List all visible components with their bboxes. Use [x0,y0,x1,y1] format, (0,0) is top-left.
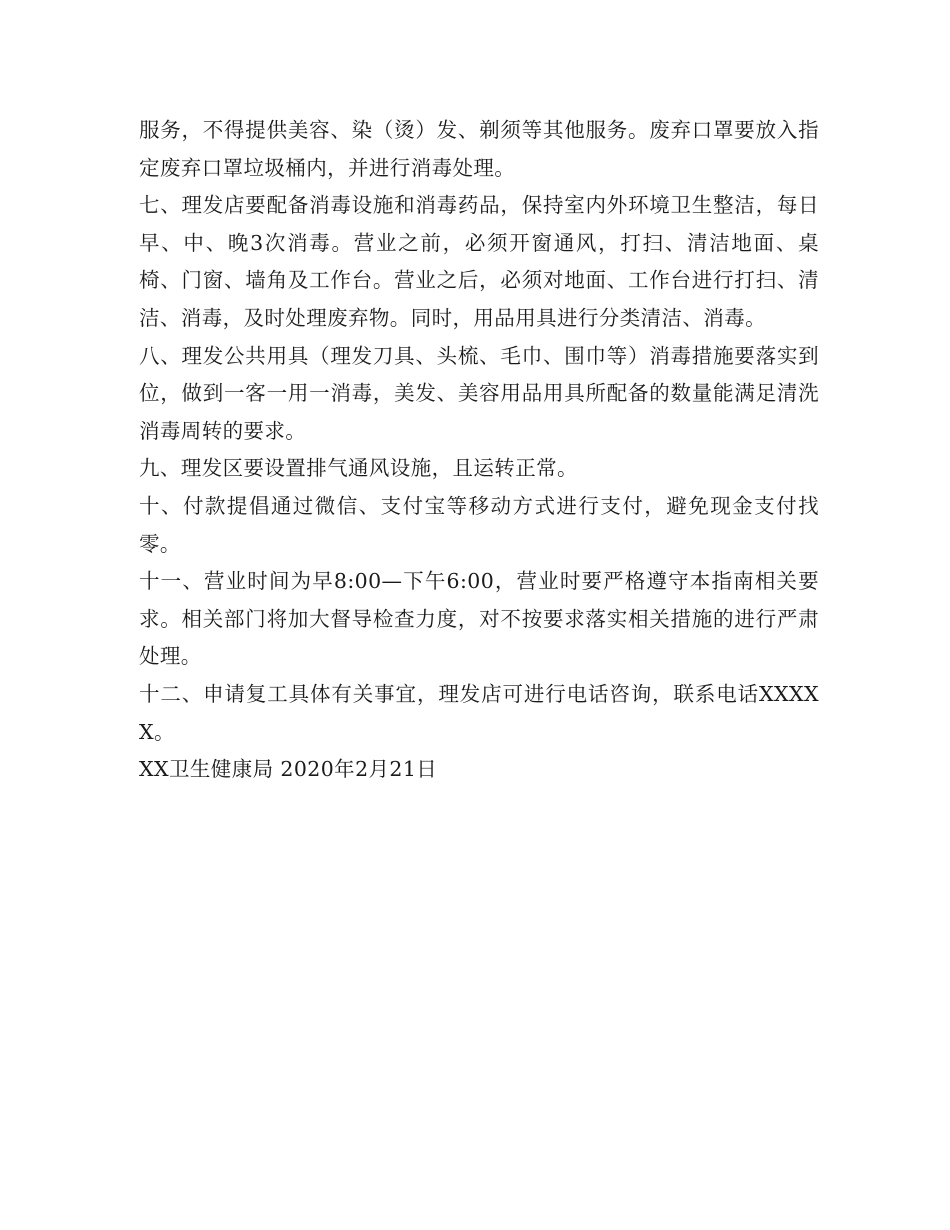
paragraph-item-11: 十一、营业时间为早8:00—下午6:00，营业时要严格遵守本指南相关要求。相关部门将加大督导检查力度，对不按要求落实相关措施的进行严肃处理。 [139,569,819,669]
document-body [139,112,819,789]
paragraph-item-7: 七、理发店要配备消毒设施和消毒药品，保持室内外环境卫生整洁，每日早、中、晚3次消毒。营业之前，必须开窗通风，打扫、清洁地面、桌椅、门窗、墙角及工作台。营业之后，必须对地面、工作台进行打扫、清洁、消毒，及时处理废弃物。同时，用品用具进行分类清洁、消毒。 [139,193,819,330]
paragraph-item-9: 九、理发区要设置排气通风设施，且运转正常。 [139,456,578,481]
signature-line: XX卫生健康局 2020年2月21日 [139,757,438,782]
paragraph-item-8: 八、理发公共用具（理发刀具、头梳、毛巾、围巾等）消毒措施要落实到位，做到一客一用一消毒，美发、美容用品用具所配备的数量能满足清洗消毒周转的要求。 [139,343,819,443]
paragraph-item-10: 十、付款提倡通过微信、支付宝等移动方式进行支付，避免现金支付找零。 [139,493,819,556]
paragraph-item-12: 十二、申请复工具体有关事宜，理发店可进行电话咨询，联系电话XXXXX。 [139,681,819,744]
paragraph-continuation: 服务，不得提供美容、染（烫）发、剃须等其他服务。废弃口罩要放入指定废弃口罩垃圾桶内，并进行消毒处理。 [139,118,819,180]
